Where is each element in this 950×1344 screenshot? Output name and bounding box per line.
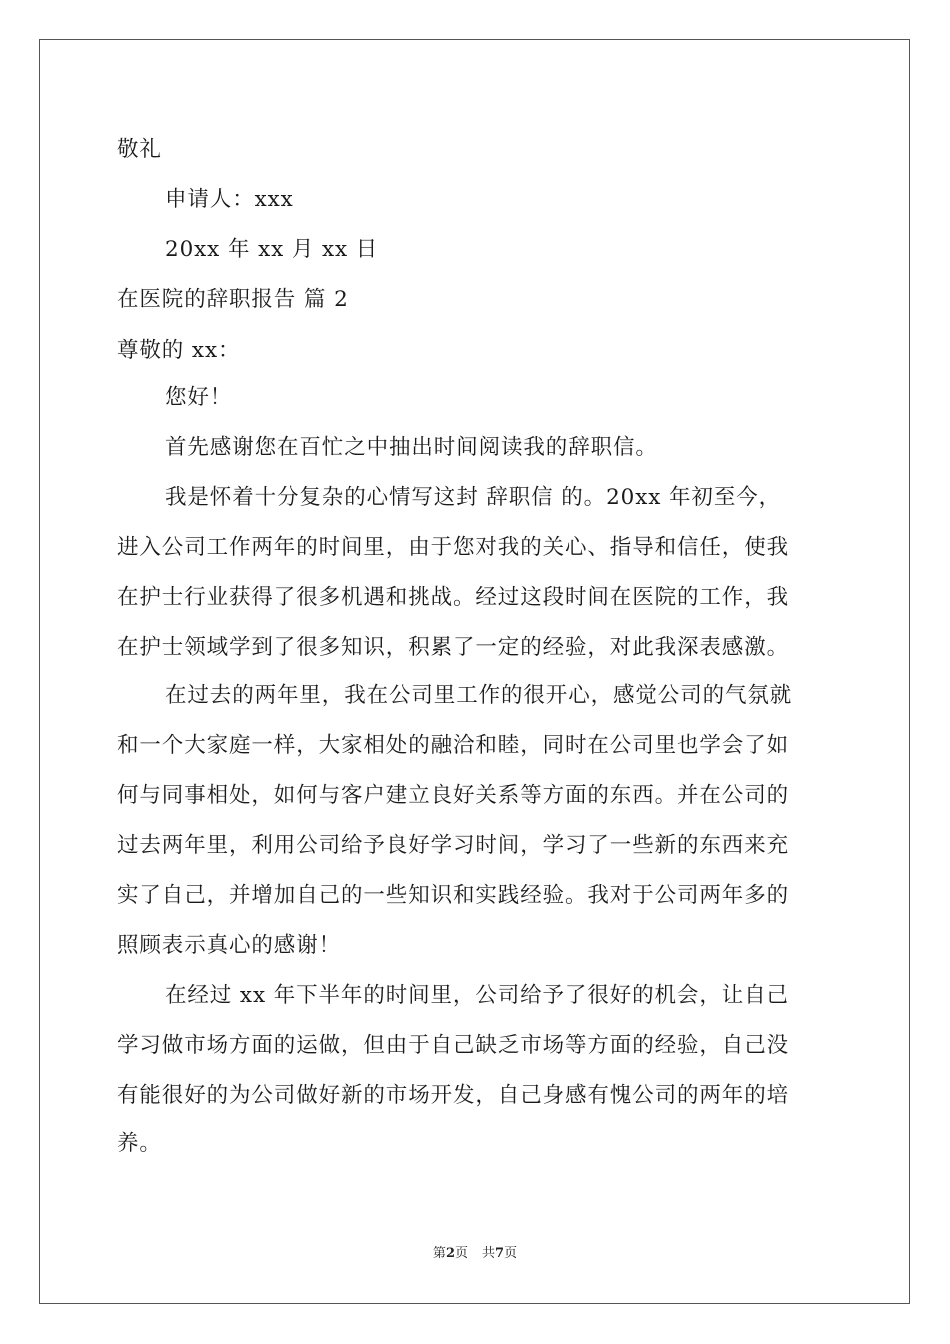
applicant-line: 申请人：xxx bbox=[165, 187, 294, 212]
paragraph-3-line-3: 何与同事相处，如何与客户建立良好关系等方面的东西。并在公司的 bbox=[117, 783, 790, 808]
paragraph-4-line-1: 在经过 xx 年下半年的时间里，公司给予了很好的机会，让自己 bbox=[165, 983, 789, 1008]
total-pages: 7 bbox=[495, 1246, 505, 1261]
paragraph-3-line-4: 过去两年里，利用公司给予良好学习时间，学习了一些新的东西来充 bbox=[117, 833, 790, 858]
page-footer bbox=[0, 1245, 950, 1263]
total-suffix: 页 bbox=[504, 1246, 518, 1261]
paragraph-2-line-4: 在护士领域学到了很多知识，积累了一定的经验，对此我深表感激。 bbox=[117, 635, 790, 660]
paragraph-3-line-2: 和一个大家庭一样，大家相处的融洽和睦，同时在公司里也学会了如 bbox=[117, 733, 790, 758]
page-prefix: 第 bbox=[432, 1246, 446, 1261]
date-line: 20xx 年 xx 月 xx 日 bbox=[165, 237, 379, 262]
page-suffix: 页 bbox=[454, 1246, 468, 1261]
total-prefix: 共 bbox=[482, 1246, 496, 1261]
paragraph-2-line-1: 我是怀着十分复杂的心情写这封 辞职信 的。20xx 年初至今， bbox=[165, 485, 782, 510]
paragraph-3-line-5: 实了自己，并增加自己的一些知识和实践经验。我对于公司两年多的 bbox=[117, 883, 790, 908]
page-border bbox=[39, 39, 910, 1304]
paragraph-3-line-6: 照顾表示真心的感谢！ bbox=[117, 933, 342, 958]
paragraph-3-line-1: 在过去的两年里，我在公司里工作的很开心，感觉公司的气氛就 bbox=[165, 683, 793, 708]
paragraph-2-line-3: 在护士行业获得了很多机遇和挑战。经过这段时间在医院的工作，我 bbox=[117, 585, 790, 610]
paragraph-2-line-2: 进入公司工作两年的时间里，由于您对我的关心、指导和信任，使我 bbox=[117, 535, 790, 560]
salutation: 尊敬的 xx： bbox=[117, 338, 241, 363]
closing-text: 敬礼 bbox=[117, 137, 162, 162]
paragraph-1-line-1: 首先感谢您在百忙之中抽出时间阅读我的辞职信。 bbox=[165, 435, 658, 460]
paragraph-4-line-3: 有能很好的为公司做好新的市场开发，自己身感有愧公司的两年的培 bbox=[117, 1083, 790, 1108]
page-number: 2 bbox=[445, 1246, 455, 1261]
paragraph-4-line-4: 养。 bbox=[117, 1131, 162, 1156]
greeting: 您好！ bbox=[165, 385, 233, 410]
paragraph-4-line-2: 学习做市场方面的运做，但由于自己缺乏市场等方面的经验，自己没 bbox=[117, 1033, 790, 1058]
section-title: 在医院的辞职报告 篇 2 bbox=[117, 287, 349, 312]
